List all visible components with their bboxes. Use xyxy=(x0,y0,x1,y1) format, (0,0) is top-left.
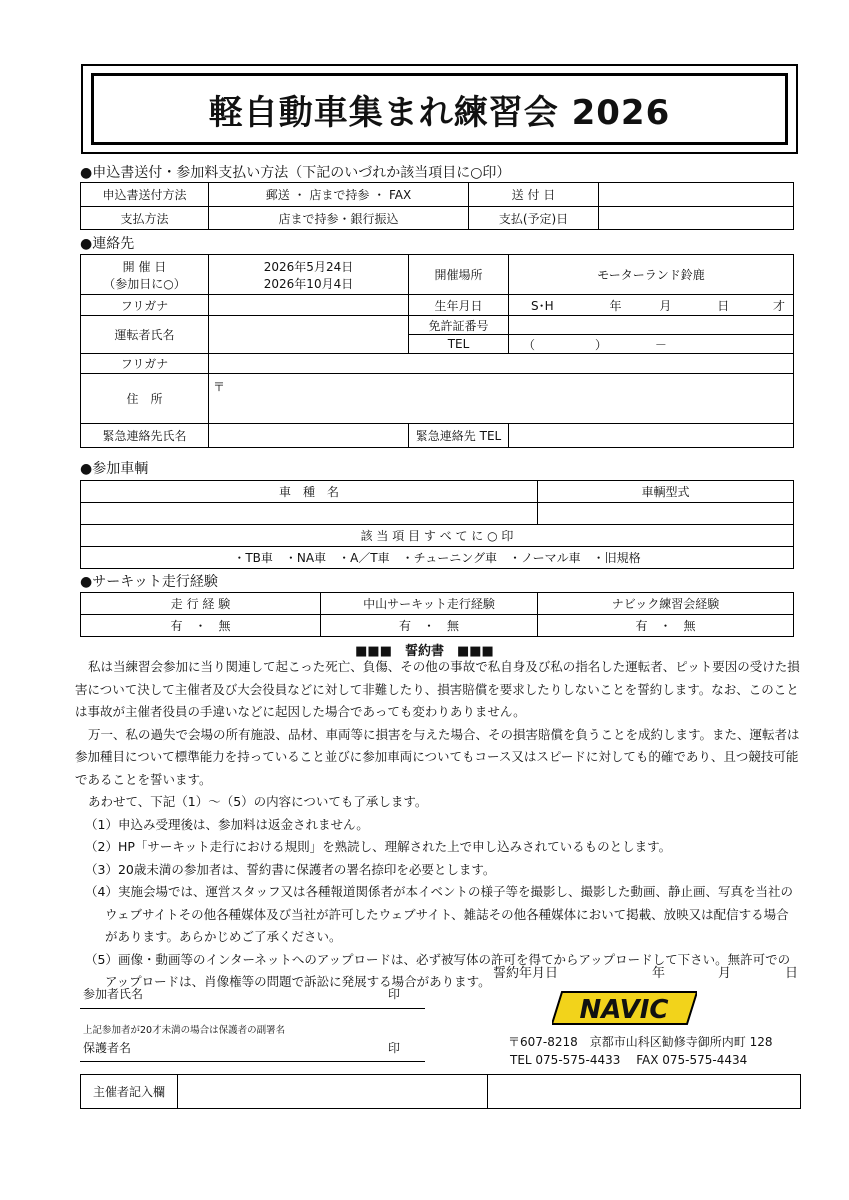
pledge-item: （4）実施会場では、運営スタッフ又は各種報道関係者が本イベントの様子等を撮影し、撮影した動画、静止画、写真を当社のウェブサイトその他各種媒体及び当社が許可したウェブサイト、雑誌その他各種媒体において掲載、放映又は配信する場合があります。あらかじめご了承ください。 xyxy=(85,884,793,944)
participant-name-label: 参加者氏名 xyxy=(83,987,144,1001)
tel-area-paren: （ ） xyxy=(523,337,608,352)
event-date-options[interactable] xyxy=(209,255,409,295)
emergency-name-label: 緊急連絡先氏名 xyxy=(81,424,209,448)
age-unit: 才 xyxy=(773,298,786,313)
birthdate-label: 生年月日 xyxy=(409,295,509,316)
organizer-table xyxy=(80,1074,801,1109)
experience-col-nakayama: 中山サーキット走行経験 xyxy=(321,593,538,615)
guardian-seal: 印 xyxy=(388,1041,401,1055)
address-label: 住 所 xyxy=(81,374,209,424)
experience-table xyxy=(80,592,794,637)
address-field[interactable] xyxy=(209,374,794,424)
pledge-paragraph-1: 私は当練習会参加に当り関連して起こった死亡、負傷、その他の事故で私自身及び私の指名した運転者、ピット要因の受けた損害について決して主催者及び大会役員などに対して非難したり、損害賠償を要求したりしないことを誓約します。なお、このことは事故が主催者役員の手違いなどに起因した場合であっても変わりありません。 xyxy=(75,659,800,719)
license-field[interactable] xyxy=(509,316,794,335)
section-heading-vehicle: ●参加車輌 xyxy=(80,461,149,477)
event-date-2[interactable]: 2026年10月4日 xyxy=(263,276,354,291)
navic-logo xyxy=(552,990,697,1026)
pledge-item: （3）20歳未満の参加者は、誓約書に保護者の署名捺印を必要とします。 xyxy=(85,861,496,877)
guardian-signature-line[interactable] xyxy=(80,1061,425,1062)
furigana2-label: フリガナ xyxy=(81,354,209,374)
pledge-paragraph-3: あわせて、下記（1）～（5）の内容についても了承します。 xyxy=(88,794,428,809)
application-table xyxy=(80,182,794,230)
car-model-label: 車輌型式 xyxy=(538,481,794,503)
venue-label: 開催場所 xyxy=(409,255,509,295)
pledge-item: （1）申込み受理後は、参加料は返金されません。 xyxy=(85,816,369,832)
company-address: 〒607-8218 京都市山科区勧修寺御所内町 128 xyxy=(508,1035,773,1049)
vehicle-table xyxy=(80,480,794,569)
tel-field[interactable] xyxy=(509,335,794,354)
furigana2-field[interactable] xyxy=(209,354,794,374)
pledge-item: （5）画像・動画等のインターネットへのアップロードは、必ず被写体の許可を得てからアップロードして下さい。無許可でのアップロードは、肖像権等の問題で訴訟に発展する場合があります。 xyxy=(85,951,791,989)
guardian-name-label: 保護者名 xyxy=(83,1041,132,1055)
pledge-paragraph-2: 万一、私の過失で会場の所有施設、品材、車両等に損害を与えた場合、その損害賠償を負うことを成約します。また、運転者は参加種目について標準能力を持っていること並びに参加車両についてもコース又はスピードに対しても的確であり、且つ競技可能であることを誓います。 xyxy=(75,726,800,787)
section-heading-experience: ●サーキット走行経験 xyxy=(80,574,218,590)
send-method-options[interactable]: 郵送 ・ 店まで持参 ・ FAX xyxy=(209,183,469,207)
experience-col-driving: 走 行 経 験 xyxy=(81,593,321,615)
birthdate-year: 年 xyxy=(609,298,622,313)
tel-dash: － xyxy=(654,337,667,352)
car-model-field[interactable] xyxy=(538,503,794,525)
pledge-body xyxy=(75,656,800,994)
organizer-field-1[interactable] xyxy=(178,1075,488,1109)
birthdate-day: 日 xyxy=(717,298,730,313)
contact-table xyxy=(80,254,794,448)
pledge-item: （2）HP「サーキット走行における規則」を熟読し、理解された上で申し込みされているものとします。 xyxy=(85,839,672,854)
payment-date-label: 支払(予定)日 xyxy=(469,207,599,230)
driver-name-label: 運転者氏名 xyxy=(81,316,209,354)
experience-nakayama-value[interactable]: 有 ・ 無 xyxy=(321,615,538,637)
participant-seal: 印 xyxy=(388,987,401,1001)
organizer-label: 主催者記入欄 xyxy=(81,1075,178,1109)
title-frame xyxy=(81,64,798,154)
event-date-label-text: 開 催 日 xyxy=(122,259,167,274)
send-date-label: 送 付 日 xyxy=(469,183,599,207)
guardian-note: 上記参加者が20才未満の場合は保護者の副署名 xyxy=(83,1025,286,1036)
page-title: 軽自動車集まれ練習会 2026 xyxy=(91,73,788,145)
pledge-heading: ■■■ 誓約書 ■■■ xyxy=(355,644,494,659)
participant-signature-line[interactable] xyxy=(80,1008,425,1009)
event-date-note: （参加日に○） xyxy=(103,276,186,291)
driver-name-field[interactable] xyxy=(209,316,409,354)
license-label: 免許証番号 xyxy=(409,316,509,335)
pledge-date-label: 誓約年月日 xyxy=(493,966,559,981)
postal-mark: 〒 xyxy=(213,380,226,394)
emergency-name-field[interactable] xyxy=(209,424,409,448)
birthdate-month: 月 xyxy=(659,298,672,313)
venue-value: モーターランド鈴鹿 xyxy=(509,255,794,295)
company-contact: TEL 075-575-4433 FAX 075-575-4434 xyxy=(510,1053,748,1067)
car-name-field[interactable] xyxy=(81,503,538,525)
payment-date-field[interactable] xyxy=(599,207,794,230)
pledge-date-year: 年 xyxy=(652,966,666,981)
pledge-date-month: 月 xyxy=(718,966,732,981)
send-date-field[interactable] xyxy=(599,183,794,207)
payment-method-options[interactable]: 店まで持参・銀行振込 xyxy=(209,207,469,230)
event-date-label xyxy=(81,255,209,295)
payment-method-label: 支払方法 xyxy=(81,207,209,230)
section-heading-contact: ●連絡先 xyxy=(80,236,135,252)
applicable-label: 該 当 項 目 す べ て に ○ 印 xyxy=(81,525,794,547)
experience-driving-value[interactable]: 有 ・ 無 xyxy=(81,615,321,637)
car-name-label: 車 種 名 xyxy=(81,481,538,503)
section-heading-application: ●申込書送付・参加料支払い方法（下記のいづれか該当項目に○印） xyxy=(80,165,511,181)
event-date-1[interactable]: 2026年5月24日 xyxy=(263,259,354,274)
emergency-tel-field[interactable] xyxy=(509,424,794,448)
logo-text: NAVIC xyxy=(579,995,669,1025)
emergency-tel-label: 緊急連絡先 TEL xyxy=(409,424,509,448)
birthdate-field[interactable] xyxy=(509,295,794,316)
tel-label: TEL xyxy=(409,335,509,354)
experience-col-navic: ナビック練習会経験 xyxy=(538,593,794,615)
birthdate-era: S･H xyxy=(531,298,554,313)
pledge-date-day: 日 xyxy=(785,966,799,981)
vehicle-categories[interactable]: ・TB車 ・NA車 ・A／T車 ・チューニング車 ・ノーマル車 ・旧規格 xyxy=(81,547,794,569)
organizer-field-2[interactable] xyxy=(488,1075,801,1109)
experience-navic-value[interactable]: 有 ・ 無 xyxy=(538,615,794,637)
furigana-field[interactable] xyxy=(209,295,409,316)
furigana-label: フリガナ xyxy=(81,295,209,316)
send-method-label: 申込書送付方法 xyxy=(81,183,209,207)
